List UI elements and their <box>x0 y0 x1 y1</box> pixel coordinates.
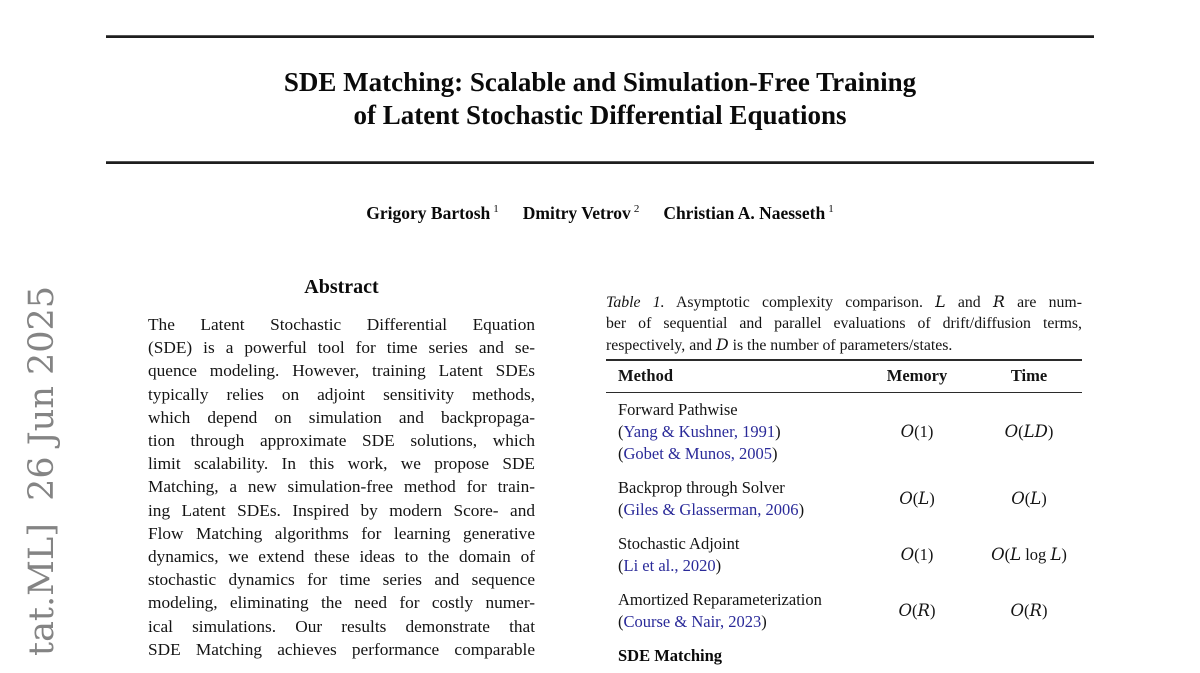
table-caption <box>606 291 1082 356</box>
abstract-line: quence modeling. However, training Latent SDEs <box>148 361 535 381</box>
memory-value: O(L) <box>899 489 935 508</box>
citation: (Giles & Glasserman, 2006) <box>618 500 805 519</box>
author: Grigory Bartosh $^1$ <box>366 203 499 223</box>
title-rule-top <box>106 35 1094 38</box>
abstract-line: Flow Matching algorithms for learning generative <box>148 523 535 543</box>
abstract-line: Matching, a new simulation-free method for train- <box>148 477 535 497</box>
abstract-body <box>148 313 535 661</box>
table-header-row <box>606 359 1082 393</box>
paper-title-line2: of Latent Stochastic Differential Equations <box>353 100 847 130</box>
abstract-line: ical simulations. Our results demonstrate that <box>148 616 535 636</box>
table-row <box>606 471 1082 527</box>
citation-link[interactable]: Giles & Glasserman, 2006 <box>623 500 799 519</box>
abstract-column <box>148 276 535 661</box>
time-value: O(LD) <box>1004 422 1054 441</box>
author: Christian A. Naesseth $^1$ <box>663 203 834 223</box>
abstract-line: typically relies on adjoint sensitivity methods, <box>148 384 535 404</box>
paper-title-line1: SDE Matching: Scalable and Simulation-Free Training <box>283 67 917 97</box>
memory-value: O(1) <box>900 422 934 441</box>
table-caption-line: respectively, and D is the number of parameters/states. <box>606 335 953 354</box>
complexity-table <box>606 359 1082 673</box>
citation: (Gobet & Munos, 2005) <box>618 444 778 463</box>
table-header-method: Method <box>618 366 673 385</box>
affiliation-mark: 1 <box>828 203 834 216</box>
affiliation-mark: 1 <box>493 203 499 216</box>
citation-link[interactable]: Gobet & Munos, 2005 <box>623 444 772 463</box>
method-name: SDE Matching <box>618 646 723 665</box>
arxiv-watermark: tat.ML] 26 Jun 2025 <box>22 285 62 656</box>
abstract-line: tion through approximate SDE solutions, which <box>148 431 535 451</box>
abstract-line: modeling, eliminating the need for costly numer- <box>148 593 535 613</box>
abstract-line: The Latent Stochastic Differential Equation <box>148 315 535 334</box>
table-row <box>606 639 1082 673</box>
method-name: Stochastic Adjoint <box>618 534 740 553</box>
title-rule-bottom <box>106 161 1094 164</box>
citation: (Course & Nair, 2023) <box>618 612 767 631</box>
citation-link[interactable]: Li et al., 2020 <box>623 556 716 575</box>
table-caption-line: ber of sequential and parallel evaluations of drift/diffusion terms, <box>606 315 1082 332</box>
method-name: Backprop through Solver <box>618 478 785 497</box>
abstract-line: limit scalability. In this work, we propose SDE <box>148 454 535 474</box>
abstract-line: stochastic dynamics for time series and sequence <box>148 570 535 590</box>
time-value: O(L log L) <box>991 545 1067 564</box>
abstract-line: ing Latent SDEs. Inspired by modern Score- and <box>148 500 535 520</box>
paper-title <box>0 66 1200 132</box>
table-row <box>606 393 1082 471</box>
method-name: Forward Pathwise <box>618 400 738 419</box>
table-column <box>606 291 1082 673</box>
table-header-time: Time <box>1010 366 1048 385</box>
author: Dmitry Vetrov $^2$ <box>522 203 640 223</box>
memory-value: O(R) <box>898 601 936 620</box>
affiliation-mark: 2 <box>633 203 640 216</box>
method-name: Amortized Reparameterization <box>618 590 822 609</box>
citation-link[interactable]: Yang & Kushner, 1991 <box>623 422 776 441</box>
abstract-line: (SDE) is a powerful tool for time series and se- <box>148 338 535 358</box>
table-header-memory: Memory <box>886 366 948 385</box>
abstract-line: which depend on simulation and backpropaga- <box>148 407 535 427</box>
table-row <box>606 527 1082 583</box>
abstract-line: dynamics, we extend these ideas to the domain of <box>148 547 535 567</box>
table-caption-line: Table 1. Asymptotic complexity comparison. L and R are num- <box>606 292 1082 311</box>
abstract-heading: Abstract <box>304 276 379 298</box>
table-row <box>606 583 1082 639</box>
time-value: O(L) <box>1011 489 1047 508</box>
abstract-line: SDE Matching achieves performance comparable <box>148 639 535 659</box>
citation: (Li et al., 2020) <box>618 556 722 575</box>
author-list <box>0 203 1200 224</box>
memory-value: O(1) <box>900 545 934 564</box>
time-value: O(R) <box>1010 601 1048 620</box>
citation-link[interactable]: Course & Nair, 2023 <box>623 612 762 631</box>
citation: (Yang & Kushner, 1991) <box>618 422 781 441</box>
